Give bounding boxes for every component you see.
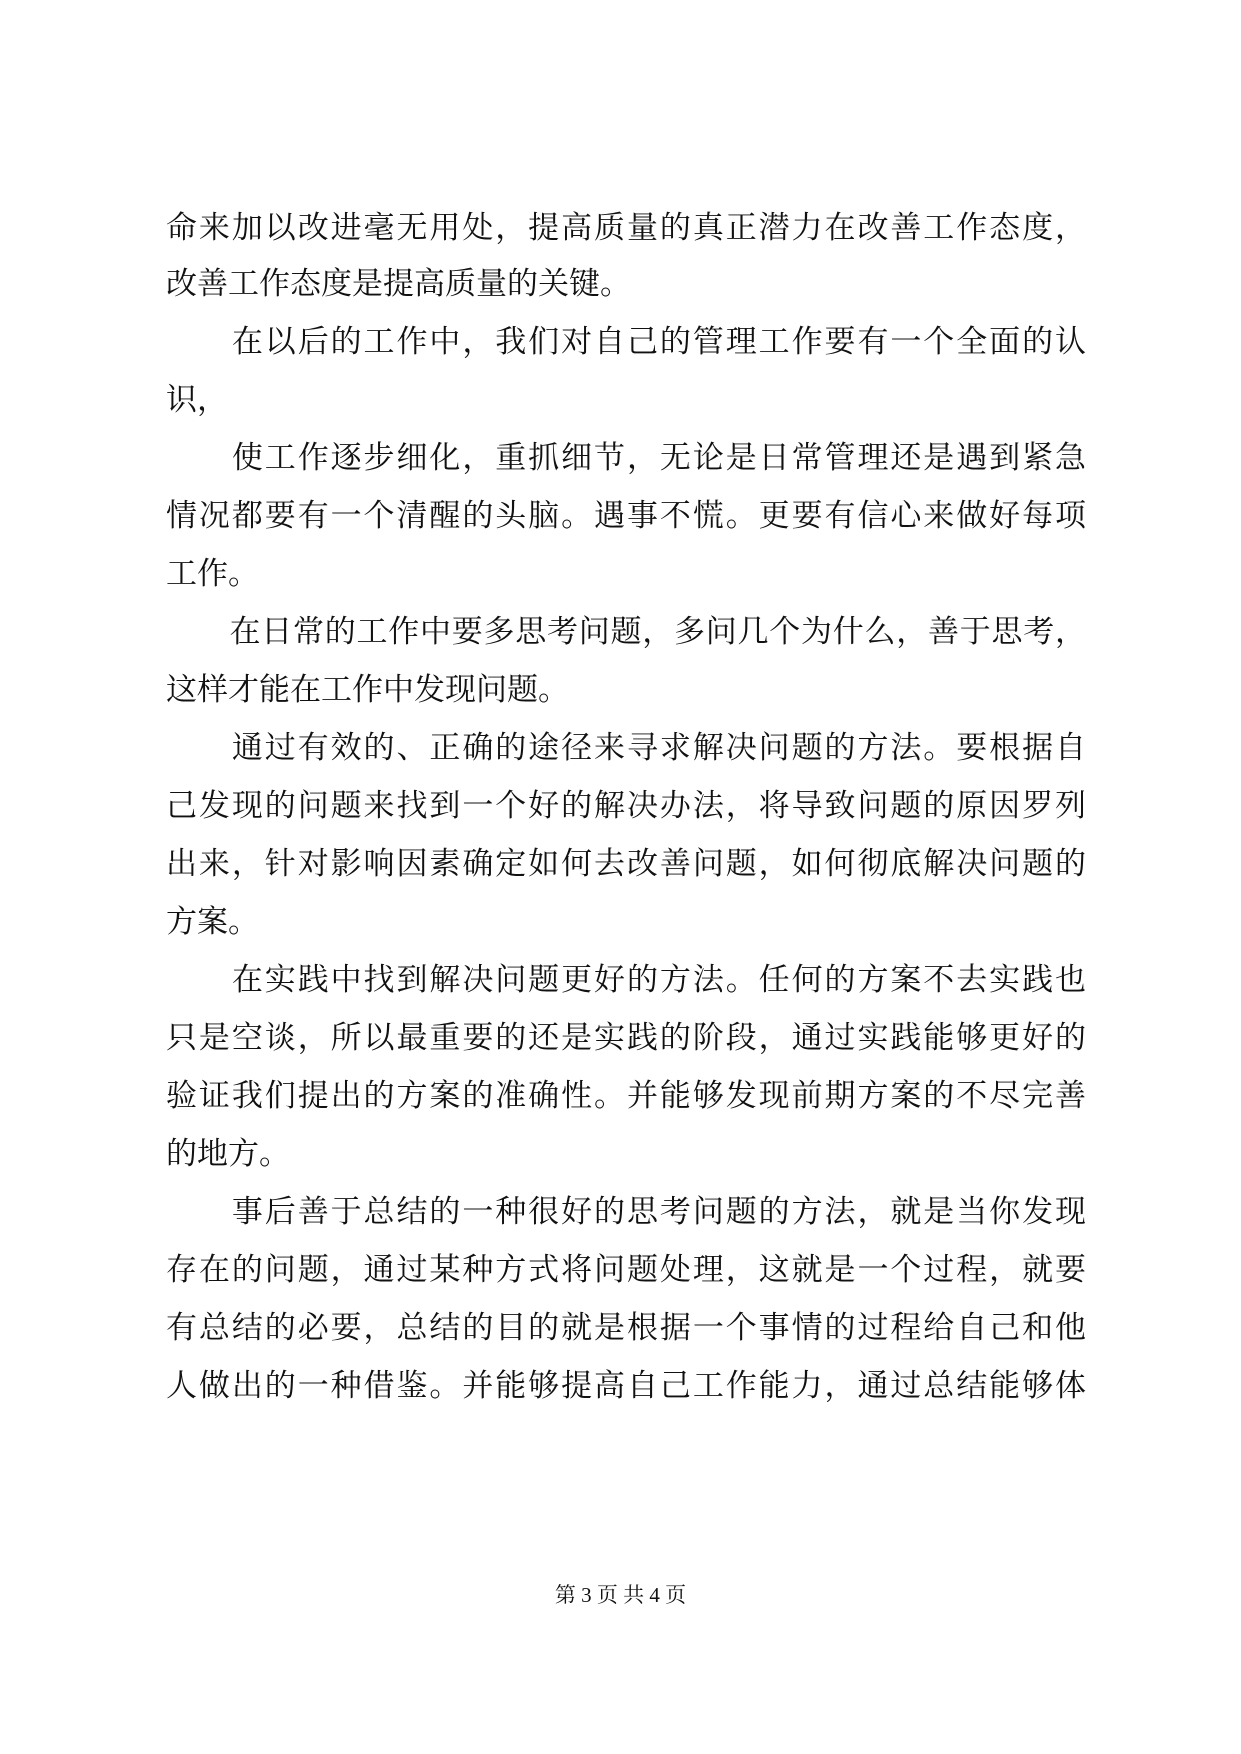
body-text-line: 通过有效的、正确的途径来寻求解决问题的方法。要根据自 [166,730,1086,766]
body-text-line: 在实践中找到解决问题更好的方法。任何的方案不去实践也 [166,962,1086,998]
page-number-footer: 第 3 页 共 4 页 [554,1583,687,1607]
body-text-line: 只是空谈，所以最重要的还是实践的阶段，通过实践能够更好的 [166,1020,1086,1056]
body-text-line: 情况都要有一个清醒的头脑。遇事不慌。更要有信心来做好每项 [166,498,1086,534]
body-text-line: 改善工作态度是提高质量的关键。 [166,266,631,302]
body-text-line: 的地方。 [166,1136,290,1172]
body-text-line: 出来，针对影响因素确定如何去改善问题，如何彻底解决问题的 [166,846,1086,882]
body-text-line: 工作。 [166,556,259,592]
body-text-line: 在以后的工作中，我们对自己的管理工作要有一个全面的认 [166,324,1086,360]
body-text-line: 存在的问题，通过某种方式将问题处理，这就是一个过程，就要 [166,1252,1086,1288]
body-text-line: 命来加以改进毫无用处，提高质量的真正潜力在改善工作态度， [166,210,1086,246]
body-text-line: 人做出的一种借鉴。并能够提高自己工作能力，通过总结能够体 [166,1368,1086,1404]
body-text-line: 这样才能在工作中发现问题。 [166,672,569,708]
body-text-line: 己发现的问题来找到一个好的解决办法，将导致问题的原因罗列 [166,788,1086,824]
body-text-line: 方案。 [166,904,259,940]
body-text-line: 使工作逐步细化，重抓细节，无论是日常管理还是遇到紧急 [166,440,1086,476]
body-text-line: 事后善于总结的一种很好的思考问题的方法，就是当你发现 [166,1194,1086,1230]
body-text-line: 识， [166,382,228,418]
body-text-line: 有总结的必要，总结的目的就是根据一个事情的过程给自己和他 [166,1310,1086,1346]
body-text-line: 在日常的工作中要多思考问题，多问几个为什么，善于思考， [166,614,1086,650]
body-text-line: 验证我们提出的方案的准确性。并能够发现前期方案的不尽完善 [166,1078,1086,1114]
